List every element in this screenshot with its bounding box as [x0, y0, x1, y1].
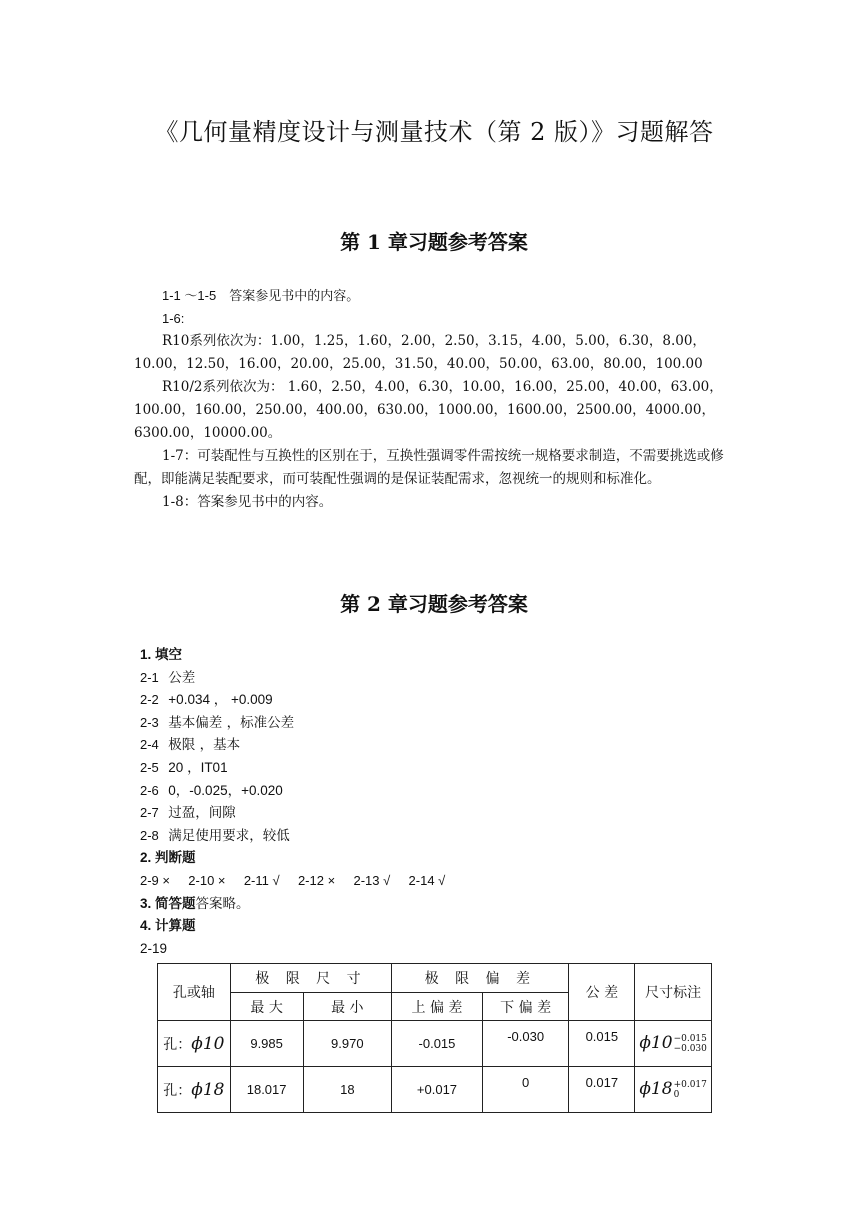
cell-tolerance: 0.017 — [569, 1067, 635, 1113]
header-hole-or-shaft: 孔或轴 — [158, 964, 231, 1021]
cell-max: 18.017 — [230, 1067, 303, 1113]
cell-part: 孔：ϕ18 — [158, 1067, 231, 1113]
fill-item: 2-3 基本偏差 ，标准公差 — [140, 714, 295, 731]
header-min: 最 小 — [303, 993, 392, 1021]
answer-1-1-to-1-5: 1-1 ～1-5 答案参见书中的内容。 — [162, 288, 360, 303]
table-row — [158, 1021, 712, 1067]
answer-r10-series: R10系列依次为：1.00，1.25，1.60，2.00，2.50，3.15，4.00，5.00，6.30，8.00，10.00，12.50，16.00，20.00，25.00，31.50，40.00，50.00，63.00，80.00，100.00 — [134, 333, 706, 372]
judge-answers: 2-9 × 2-10 × 2-11 √ 2-12 × 2-13 √ 2-14 √ — [140, 872, 446, 888]
cell-marking: ϕ18+0.017 0 — [635, 1067, 712, 1113]
fill-item: 2-1 公差 — [140, 669, 196, 686]
answer-r10-2-series: R10/2系列依次为： 1.60，2.50，4.00，6.30，10.00，16.00，25.00，40.00，63.00，100.00，160.00，250.00，400.00，630.00，1000.00，1600.00，2500.00，4000.00，6300.00，10000.00。 — [134, 379, 723, 441]
fill-item: 2-5 20 ，IT01 — [140, 759, 228, 775]
fill-item: 2-8 满足使用要求，较低 — [140, 827, 290, 844]
header-limit-size: 极 限 尺 寸 — [230, 964, 391, 993]
calc-heading: 4. 计算题 — [140, 918, 196, 934]
fill-item: 2-2 +0.034 ， +0.009 — [140, 692, 273, 708]
table-row — [158, 1067, 712, 1113]
cell-lower: -0.030 — [482, 1021, 569, 1067]
cell-part: 孔：ϕ10 — [158, 1021, 231, 1067]
table-header-row — [158, 964, 712, 993]
header-marking: 尺寸标注 — [635, 964, 712, 1021]
answer-1-7: 1-7：可装配性与互换性的区别在于，互换性强调零件需按统一规格要求制造，不需要挑选或修配，即能满足装配要求，而可装配性强调的是保证装配需求，忽视统一的规则和标准化。 — [134, 448, 724, 487]
header-lower-deviation: 下 偏 差 — [482, 993, 569, 1021]
chapter2-title: 第 2 章习题参考答案 — [340, 592, 528, 616]
chapter1-body — [134, 284, 738, 514]
calc-table — [157, 963, 712, 1113]
cell-upper: -0.015 — [392, 1021, 483, 1067]
cell-tolerance: 0.015 — [569, 1021, 635, 1067]
cell-lower: 0 — [482, 1067, 569, 1113]
fill-item: 2-4 极限 ，基本 — [140, 737, 241, 754]
cell-upper: +0.017 — [392, 1067, 483, 1113]
calc-label: 2-19 — [140, 940, 168, 956]
short-answer-line: 3. 简答题答案略。 — [140, 895, 250, 912]
cell-min: 9.970 — [303, 1021, 392, 1067]
header-tolerance: 公 差 — [569, 964, 635, 1021]
answer-1-8: 1-8：答案参见书中的内容。 — [162, 494, 333, 510]
fill-heading: 1. 填空 — [140, 647, 183, 662]
cell-min: 18 — [303, 1067, 392, 1113]
answer-1-6-label: 1-6: — [162, 311, 185, 326]
chapter1-title: 第 1 章习题参考答案 — [340, 230, 528, 254]
fill-item: 2-6 0，-0.025，+0.020 — [140, 782, 283, 798]
header-max: 最 大 — [230, 993, 303, 1021]
judge-heading: 2. 判断题 — [140, 850, 196, 866]
chapter2-body — [140, 644, 740, 960]
header-limit-deviation: 极 限 偏 差 — [392, 964, 569, 993]
cell-marking: ϕ10−0.015 −0.030 — [635, 1021, 712, 1067]
header-upper-deviation: 上 偏 差 — [392, 993, 483, 1021]
document-title: 《几何量精度设计与测量技术（第 2 版）》习题解答 — [154, 118, 714, 146]
fill-item: 2-7 过盈，间隙 — [140, 805, 236, 822]
cell-max: 9.985 — [230, 1021, 303, 1067]
